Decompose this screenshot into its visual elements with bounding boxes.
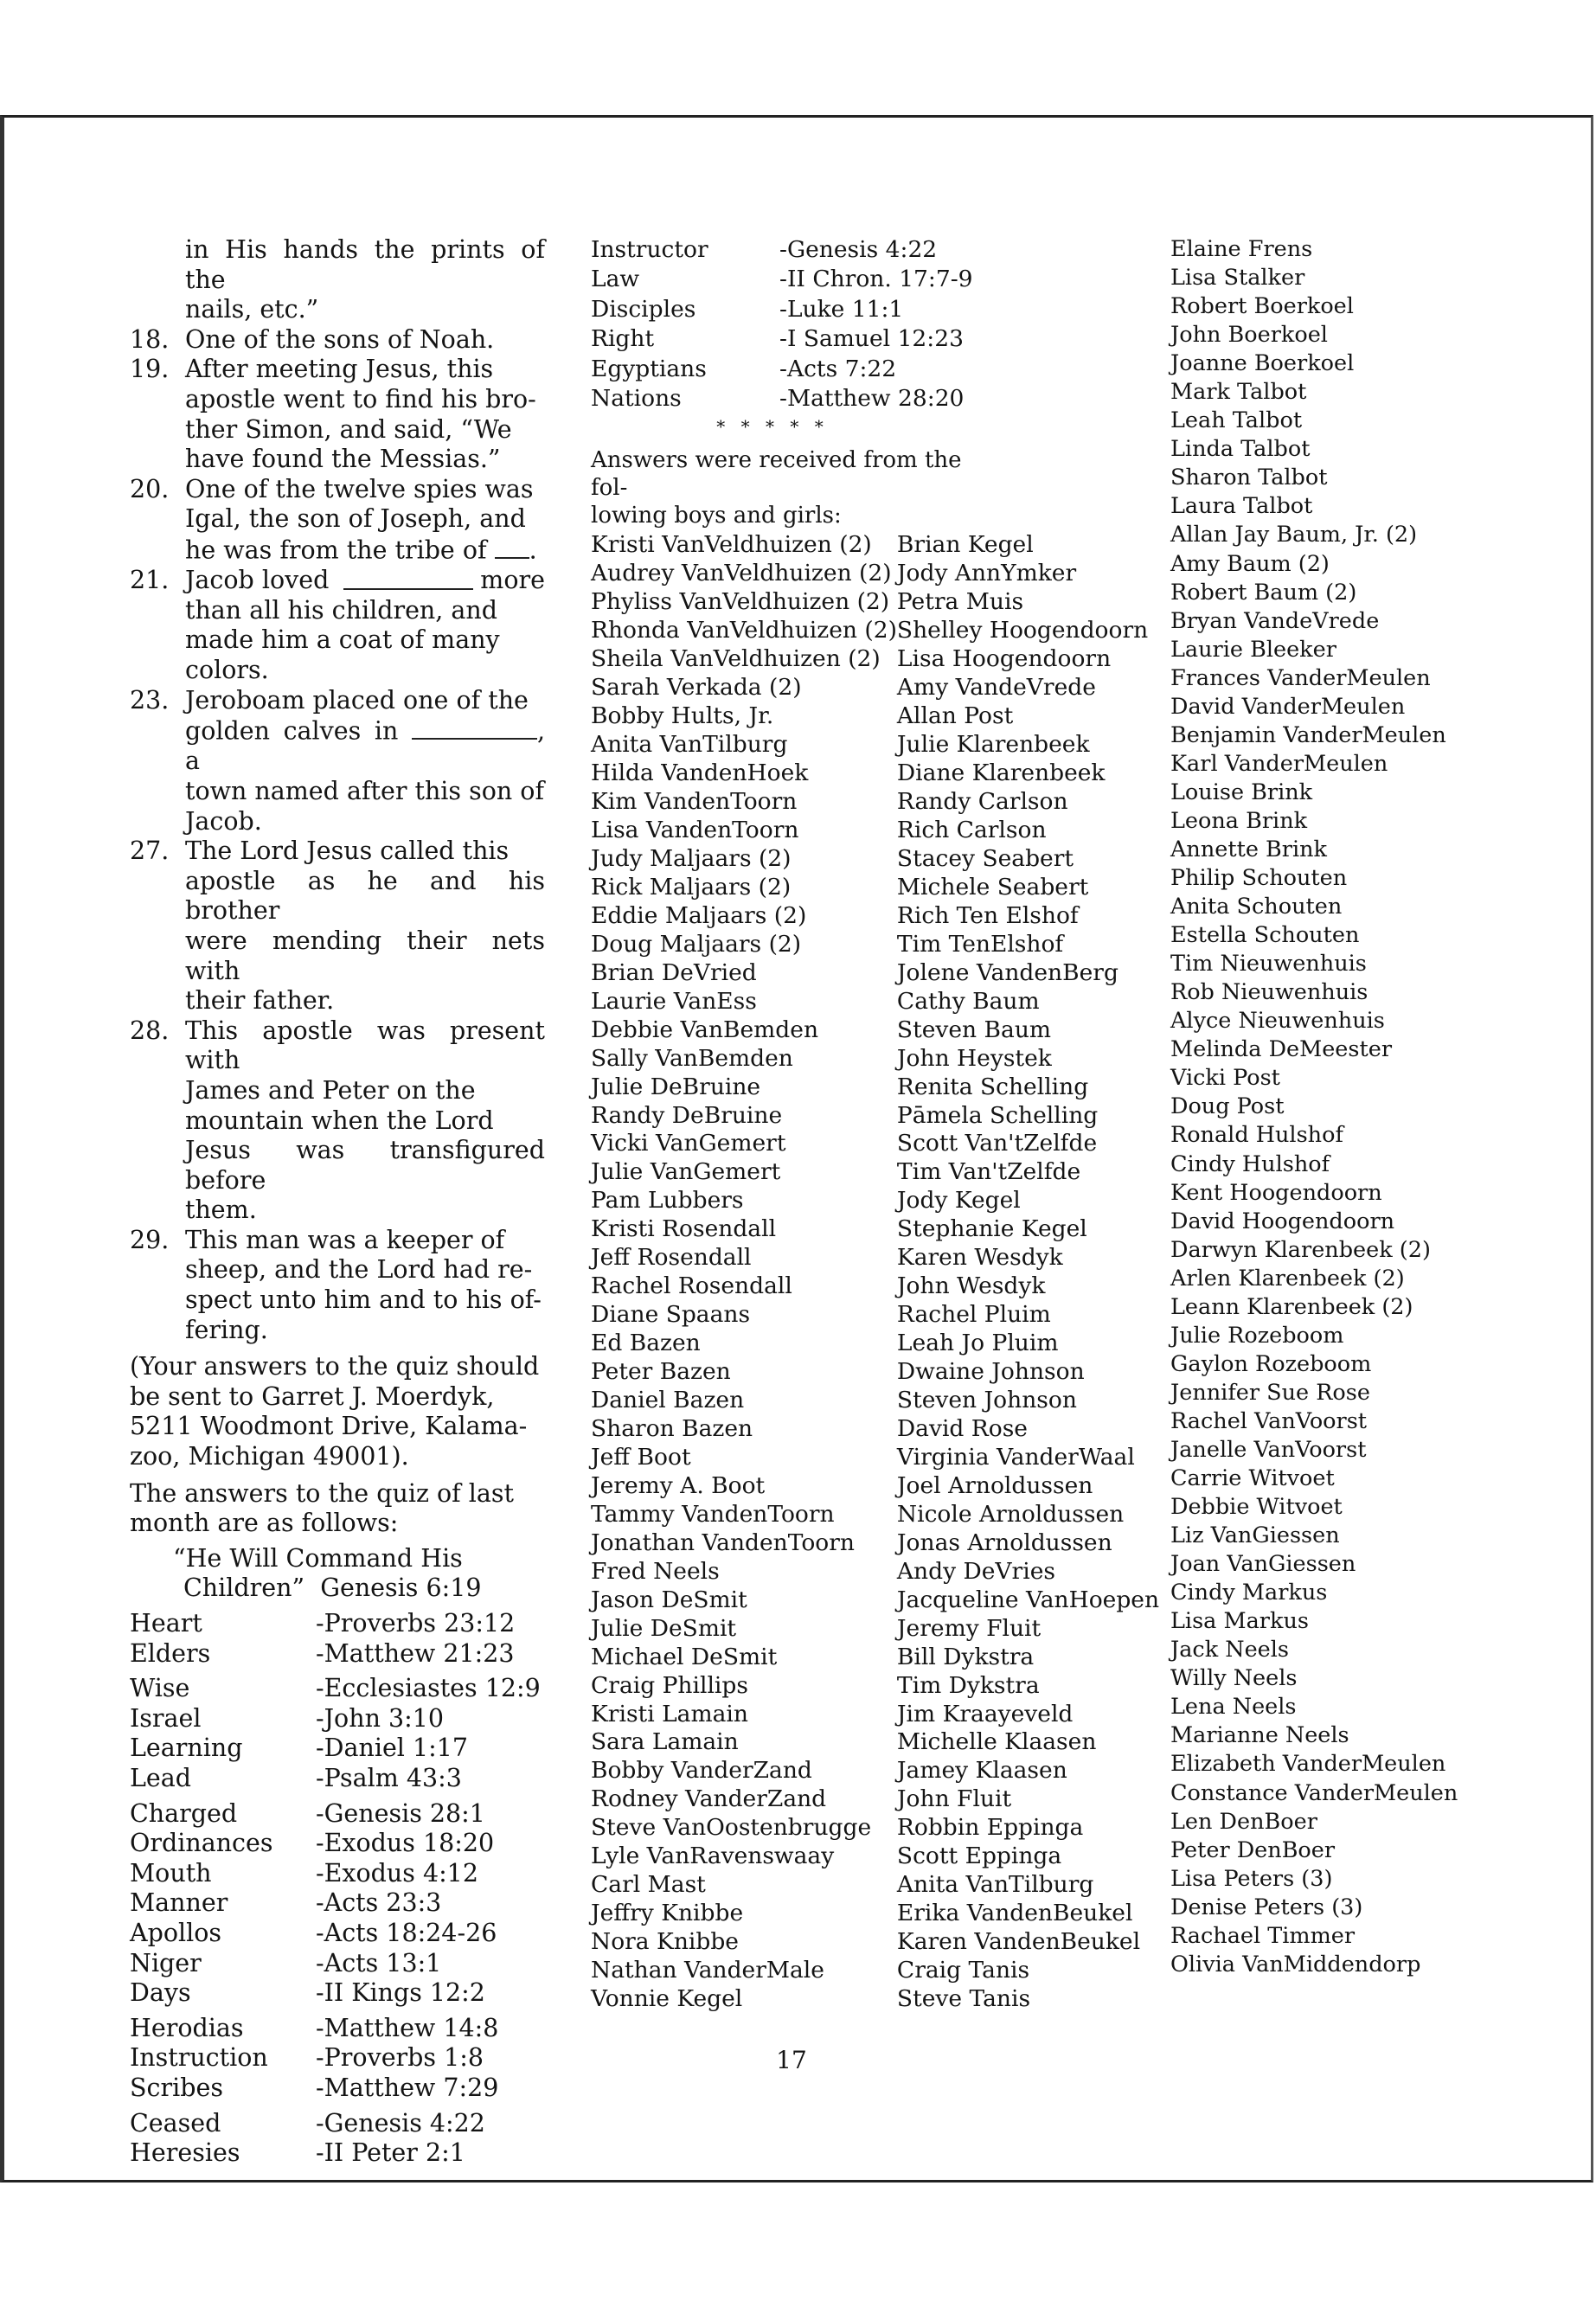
answer-reference: -Luke 11:1 <box>779 295 904 323</box>
answer-reference: -Matthew 14:8 <box>316 2013 499 2042</box>
names-column-right <box>1170 235 1577 1979</box>
answer-row <box>130 1704 545 1734</box>
name-entry: Tim Van'tZelfde <box>896 1158 1081 1186</box>
name-entry: Rachel VanVoorst <box>1170 1407 1368 1434</box>
answer-blank <box>343 566 473 590</box>
name-entry: Michelle Klaasen <box>896 1728 1097 1756</box>
answer-row <box>130 2073 545 2104</box>
answer-word: Scribes <box>130 2073 223 2102</box>
name-entry: Pāmela Schelling <box>896 1101 1099 1129</box>
answer-reference: -Matthew 21:23 <box>316 1638 515 1668</box>
name-entry: Sally VanBemden <box>591 1044 793 1072</box>
name-entry: Jennifer Sue Rose <box>1170 1379 1370 1406</box>
name-entry: Brian Kegel <box>896 531 1034 559</box>
name-entry: Tammy VandenToorn <box>591 1500 835 1528</box>
name-entry: Vonnie Kegel <box>591 1985 743 2013</box>
name-entry: Joel Arnoldussen <box>896 1471 1093 1499</box>
name-entry: Eddie Maljaars (2) <box>591 901 807 929</box>
name-entry: Jack Neels <box>1170 1637 1290 1663</box>
name-entry: Bryan VandeVrede <box>1170 607 1380 634</box>
name-entry: Debbie VanBemden <box>591 1016 819 1043</box>
answer-word: Niger <box>130 1948 202 1977</box>
name-entry: Constance VanderMeulen <box>1170 1779 1458 1806</box>
name-entry: Louise Brink <box>1170 779 1313 805</box>
name-entry: Jonathan VandenToorn <box>591 1529 855 1556</box>
name-entry: Steve Tanis <box>896 1985 1031 2013</box>
answer-reference: -Acts 13:1 <box>316 1948 442 1977</box>
answer-word: Herodias <box>130 2013 244 2042</box>
name-entry: Laurie Bleeker <box>1170 636 1336 663</box>
name-entry: Rachael Timmer <box>1170 1922 1356 1949</box>
answer-blank <box>495 535 529 559</box>
name-entry: Julie DeBruine <box>591 1073 761 1100</box>
answer-reference: -Proverbs 23:12 <box>316 1609 516 1638</box>
name-entry: Judy Maljaars (2) <box>591 844 792 872</box>
name-entry: Jeff Rosendall <box>591 1244 752 1272</box>
name-entry: Lyle VanRavenswaay <box>591 1843 835 1870</box>
name-entry: Debbie Witvoet <box>1170 1494 1343 1521</box>
name-entry: Philip Schouten <box>1170 865 1348 892</box>
name-entry: Jeffry Knibbe <box>591 1900 744 1927</box>
name-entry: Peter DenBoer <box>1170 1836 1336 1863</box>
name-entry: Craig Tanis <box>896 1957 1030 1984</box>
name-entry: Cindy Hulshof <box>1170 1150 1330 1177</box>
answer-row <box>130 1799 545 1830</box>
name-entry: David Rose <box>896 1414 1028 1442</box>
name-entry: Laura Talbot <box>1170 493 1313 520</box>
names-list-c <box>1170 235 1577 1979</box>
name-entry: Brian DeVried <box>591 958 757 986</box>
name-entry: Diane Spaans <box>591 1301 751 1329</box>
submit-note: (Your answers to the quiz should be sent to Garret J. Moerdyk, 5211 Woodmont Drive, Kalama- zoo, Michigan 49001). <box>130 1352 540 1471</box>
name-entry: John Wesdyk <box>896 1272 1046 1300</box>
name-entry: David Hoogendoorn <box>1170 1208 1395 1234</box>
answer-reference: -II Chron. 17:7-9 <box>779 266 973 293</box>
answer-row <box>130 2014 545 2044</box>
answer-word: Disciples <box>591 295 696 323</box>
answer-reference: -I Samuel 12:23 <box>779 325 964 353</box>
name-entry: Rich Carlson <box>896 816 1047 843</box>
answer-row <box>130 1859 545 1889</box>
answer-word: Law <box>591 266 640 293</box>
answer-row <box>591 384 1153 413</box>
name-entry: Amy Baum (2) <box>1170 550 1330 577</box>
answer-row <box>130 1674 545 1704</box>
name-entry: Estella Schouten <box>1170 922 1360 949</box>
names-list-a <box>591 531 897 2014</box>
name-entry: Robbin Eppinga <box>896 1814 1084 1842</box>
name-entry: Erika VandenBeukel <box>896 1900 1133 1927</box>
name-entry: Marianne Neels <box>1170 1722 1349 1749</box>
name-entry: Len DenBoer <box>1170 1808 1317 1835</box>
name-entry: Sarah Verkada (2) <box>591 674 802 702</box>
name-entry: Karl VanderMeulen <box>1170 750 1388 777</box>
answer-word: Lead <box>130 1763 192 1792</box>
quiz-item-19: 19. After meeting Jesus, this apostle went to find his bro- ther Simon, and said, “We have found the Messias.” <box>130 355 536 474</box>
name-entry: Laurie VanEss <box>591 987 757 1015</box>
name-entry: Darwyn Klarenbeek (2) <box>1170 1236 1431 1263</box>
name-entry: Fred Neels <box>591 1557 720 1585</box>
name-entry: Mark Talbot <box>1170 379 1307 406</box>
answer-row <box>130 1949 545 1979</box>
answers-continued <box>591 235 1153 413</box>
name-entry: Karen Wesdyk <box>896 1244 1063 1272</box>
answer-reference: -John 3:10 <box>316 1703 444 1733</box>
name-entry: Kent Hoogendoorn <box>1170 1179 1382 1206</box>
name-entry: John Boerkoel <box>1170 322 1328 349</box>
name-entry: Ronald Hulshof <box>1170 1122 1343 1149</box>
name-entry: Virginia VanderWaal <box>896 1443 1135 1471</box>
name-entry: Steven Johnson <box>896 1387 1077 1414</box>
name-entry: Jim Kraayeveld <box>896 1700 1074 1727</box>
answer-row <box>591 295 1153 324</box>
answer-blank <box>412 715 537 740</box>
name-entry: Rich Ten Elshof <box>896 901 1079 929</box>
name-entry: Peter Bazen <box>591 1358 731 1386</box>
answer-title: “He Will Command His Children” Genesis 6:19 <box>173 1543 482 1603</box>
answer-row <box>130 2109 545 2139</box>
name-entry: Andy DeVries <box>896 1557 1055 1585</box>
answer-reference: -Acts 18:24-26 <box>316 1918 497 1947</box>
name-entry: Stacey Seabert <box>896 844 1074 872</box>
name-entry: Doug Post <box>1170 1093 1285 1120</box>
name-entry: Bill Dykstra <box>896 1643 1035 1670</box>
name-entry: Dwaine Johnson <box>896 1358 1085 1386</box>
quiz-item-21: 21. Jacob loved more than all his children, and made him a coat of many colors. <box>130 566 545 684</box>
name-entry: Daniel Bazen <box>591 1387 745 1414</box>
page-number: 17 <box>776 2046 807 2074</box>
received-intro: Answers were received from the fol- lowing boys and girls: <box>591 447 962 529</box>
name-entry: Melinda DeMeester <box>1170 1036 1393 1063</box>
name-entry: Jeremy Fluit <box>896 1614 1042 1642</box>
answer-reference: -Matthew 28:20 <box>779 385 965 413</box>
name-entry: Jamey Klaasen <box>896 1757 1067 1785</box>
name-entry: Nathan VanderMale <box>591 1957 824 1984</box>
name-entry: Kristi Lamain <box>591 1700 748 1727</box>
answer-word: Instructor <box>591 236 708 263</box>
last-month-intro: The answers to the quiz of last month are as follows: <box>130 1478 514 1538</box>
name-entry: Allan Jay Baum, Jr. (2) <box>1170 522 1418 548</box>
names-list-b <box>897 531 1159 2014</box>
name-entry: Tim Nieuwenhuis <box>1170 951 1367 977</box>
answer-reference: -Proverbs 1:8 <box>316 2043 484 2073</box>
answer-row <box>591 265 1153 294</box>
answer-reference: -Genesis 28:1 <box>316 1798 485 1828</box>
answer-row <box>130 2043 545 2073</box>
name-entry: Carrie Witvoet <box>1170 1465 1335 1492</box>
name-entry: Denise Peters (3) <box>1170 1894 1363 1920</box>
name-entry: Kim VandenToorn <box>591 788 798 816</box>
name-entry: Jody AnnYmker <box>896 560 1077 587</box>
name-entry: Leah Talbot <box>1170 407 1303 434</box>
name-entry: Liz VanGiessen <box>1170 1522 1340 1549</box>
answer-word: Mouth <box>130 1858 212 1888</box>
name-entry: Linda Talbot <box>1170 436 1311 463</box>
name-entry: Lisa Peters (3) <box>1170 1865 1333 1892</box>
answer-reference: -Psalm 43:3 <box>316 1763 462 1792</box>
name-entry: Rob Nieuwenhuis <box>1170 979 1368 1006</box>
quiz-item-28: 28. This apostle was present with James and Peter on the mountain when the Lord Jesus was transfigured before them. <box>130 1016 545 1225</box>
name-entry: Lisa Hoogendoorn <box>896 645 1112 673</box>
name-entry: Lisa VandenToorn <box>591 816 799 843</box>
name-entry: Allan Post <box>896 702 1014 730</box>
quiz-item-18: 18. One of the sons of Noah. <box>130 324 495 354</box>
name-entry: Robert Baum (2) <box>1170 579 1357 606</box>
name-entry: Arlen Klarenbeek (2) <box>1170 1265 1405 1292</box>
name-entry: Lisa Markus <box>1170 1608 1309 1635</box>
name-entry: Doug Maljaars (2) <box>591 930 802 958</box>
name-entry: Randy Carlson <box>896 788 1068 816</box>
answer-word: Charged <box>130 1798 238 1828</box>
quiz-item-20: 20. One of the twelve spies was Igal, the son of Joseph, and he was from the tribe of . <box>130 474 537 565</box>
name-entry: David VanderMeulen <box>1170 693 1406 720</box>
name-entry: Joan VanGiessen <box>1170 1551 1356 1578</box>
answer-word: Days <box>130 1978 191 2008</box>
name-entry: Jonas Arnoldussen <box>896 1529 1112 1556</box>
name-entry: Lisa Stalker <box>1170 265 1305 292</box>
answer-reference: -Genesis 4:22 <box>316 2108 485 2138</box>
name-entry: Randy DeBruine <box>591 1101 783 1129</box>
answer-word: Heresies <box>130 2138 240 2168</box>
answer-row <box>130 1639 545 1670</box>
name-entry: Tim TenElshof <box>896 930 1064 958</box>
answer-row <box>130 1829 545 1859</box>
answer-word: Learning <box>130 1734 243 1763</box>
answer-row <box>591 235 1153 265</box>
answer-word: Manner <box>130 1888 228 1918</box>
answer-word: Elders <box>130 1638 211 1668</box>
name-entry: Cathy Baum <box>896 987 1040 1015</box>
name-entry: Michael DeSmit <box>591 1643 778 1670</box>
name-entry: Kristi VanVeldhuizen (2) <box>591 531 872 559</box>
answer-word: Egyptians <box>591 355 707 382</box>
name-entry: Nicole Arnoldussen <box>896 1500 1125 1528</box>
name-entry: Willy Neels <box>1170 1665 1298 1692</box>
name-entry: Diane Klarenbeek <box>896 760 1106 787</box>
name-entry: Elizabeth VanderMeulen <box>1170 1751 1446 1778</box>
name-entry: Frances VanderMeulen <box>1170 664 1431 691</box>
name-entry: Benjamin VanderMeulen <box>1170 721 1446 748</box>
name-entry: Julie DeSmit <box>591 1614 737 1642</box>
answer-reference: -Acts 7:22 <box>779 355 897 382</box>
name-entry: Julie Klarenbeek <box>896 731 1090 759</box>
name-entry: Jeff Boot <box>591 1443 691 1471</box>
name-entry: Rick Maljaars (2) <box>591 873 792 901</box>
name-entry: Steve VanOostenbrugge <box>591 1814 872 1842</box>
answer-word: Ordinances <box>130 1829 273 1858</box>
name-entry: Jacqueline VanHoepen <box>896 1586 1160 1613</box>
name-entry: Rachel Rosendall <box>591 1272 792 1300</box>
name-entry: Sharon Talbot <box>1170 465 1328 491</box>
answers-list <box>130 1609 545 2169</box>
answer-word: Nations <box>591 385 682 413</box>
name-entry: Leah Jo Pluim <box>896 1330 1059 1357</box>
quiz-continuation: in His hands the prints of the nails, etc.” <box>185 235 545 324</box>
answer-group <box>130 1799 545 2009</box>
name-entry: Ed Bazen <box>591 1330 701 1357</box>
name-entry: Renita Schelling <box>896 1073 1089 1100</box>
name-entry: Joanne Boerkoel <box>1170 350 1355 377</box>
name-entry: Bobby VanderZand <box>591 1757 812 1785</box>
answer-reference: -Genesis 4:22 <box>779 236 938 263</box>
name-entry: Michele Seabert <box>896 873 1089 901</box>
name-entry: Janelle VanVoorst <box>1170 1436 1367 1463</box>
name-entry: Rachel Pluim <box>896 1301 1051 1329</box>
name-entry: Steven Baum <box>896 1016 1052 1043</box>
separator-stars: * * * * * <box>716 416 829 438</box>
name-entry: Scott Van'tZelfde <box>896 1130 1098 1157</box>
answer-word: Ceased <box>130 2108 221 2138</box>
answer-group <box>130 2014 545 2104</box>
name-entry: Scott Eppinga <box>896 1843 1062 1870</box>
name-entry: Nora Knibbe <box>591 1928 739 1956</box>
name-entry: Leann Klarenbeek (2) <box>1170 1293 1413 1320</box>
answer-group <box>130 1674 545 1793</box>
quiz-item-27: 27. The Lord Jesus called this apostle as he and his brother were mending their nets with their father. <box>130 836 545 1016</box>
answer-row <box>591 324 1153 354</box>
answer-reference: -Ecclesiastes 12:9 <box>316 1674 541 1703</box>
answer-row <box>130 2138 545 2169</box>
name-entry: Tim Dykstra <box>896 1671 1040 1699</box>
quiz-item-23: 23. Jeroboam placed one of the golden calves in , a town named after this son of Jacob. <box>130 685 545 836</box>
name-entry: Bobby Hults, Jr. <box>591 702 774 730</box>
name-entry: Rhonda VanVeldhuizen (2) <box>591 617 897 644</box>
names-column-middle <box>591 235 1160 2014</box>
name-entry: Gaylon Rozeboom <box>1170 1350 1372 1377</box>
answer-word: Heart <box>130 1609 202 1638</box>
answer-word: Israel <box>130 1703 202 1733</box>
name-entry: Hilda VandenHoek <box>591 760 809 787</box>
name-entry: Jody Kegel <box>896 1187 1021 1215</box>
answer-word: Right <box>591 325 655 353</box>
name-entry: Cindy Markus <box>1170 1580 1328 1606</box>
name-entry: Julie Rozeboom <box>1170 1322 1344 1349</box>
name-entry: Robert Boerkoel <box>1170 293 1354 320</box>
name-entry: John Fluit <box>896 1785 1012 1813</box>
name-entry: Amy VandeVrede <box>896 674 1096 702</box>
name-entry: Jason DeSmit <box>591 1586 747 1613</box>
name-entry: Sharon Bazen <box>591 1414 753 1442</box>
answer-group <box>130 2109 545 2169</box>
name-entry: Anita VanTilburg <box>591 731 788 759</box>
name-entry: Annette Brink <box>1170 836 1328 862</box>
answer-reference: -Acts 23:3 <box>316 1888 442 1918</box>
answer-row <box>130 1734 545 1764</box>
name-entry: Anita VanTilburg <box>896 1871 1094 1899</box>
name-entry: Elaine Frens <box>1170 236 1313 262</box>
answer-row <box>591 355 1153 384</box>
name-entry: Vicki Post <box>1170 1065 1280 1092</box>
quiz-column <box>130 235 545 2169</box>
answer-row <box>130 1978 545 2009</box>
name-entry: Kristi Rosendall <box>591 1215 777 1243</box>
answer-word: Instruction <box>130 2043 268 2073</box>
name-entry: Petra Muis <box>896 588 1024 616</box>
name-entry: Jeremy A. Boot <box>591 1471 766 1499</box>
name-entry: Karen VandenBeukel <box>896 1928 1141 1956</box>
name-entry: Julie VanGemert <box>591 1158 781 1186</box>
answer-row <box>130 1919 545 1949</box>
name-entry: Shelley Hoogendoorn <box>896 617 1149 644</box>
answer-group <box>130 1609 545 1669</box>
name-entry: Craig Phillips <box>591 1671 748 1699</box>
name-entry: Sara Lamain <box>591 1728 739 1756</box>
answer-row <box>130 1764 545 1794</box>
answer-word: Wise <box>130 1674 190 1703</box>
answer-reference: -II Kings 12:2 <box>316 1978 485 2008</box>
name-entry: Lena Neels <box>1170 1694 1297 1721</box>
quiz-item-29: 29. This man was a keeper of sheep, and the Lord had re- spect unto him and to his of- fering. <box>130 1225 542 1344</box>
name-entry: Olivia VanMiddendorp <box>1170 1951 1421 1977</box>
name-entry: Audrey VanVeldhuizen (2) <box>591 560 892 587</box>
name-entry: Alyce Nieuwenhuis <box>1170 1008 1385 1035</box>
name-entry: Jolene VandenBerg <box>896 958 1118 986</box>
name-entry: Rodney VanderZand <box>591 1785 827 1813</box>
name-entry: John Heystek <box>896 1044 1052 1072</box>
answer-reference: -II Peter 2:1 <box>316 2138 465 2168</box>
name-entry: Anita Schouten <box>1170 894 1343 920</box>
name-entry: Phyliss VanVeldhuizen (2) <box>591 588 890 616</box>
answer-reference: -Exodus 4:12 <box>316 1858 478 1888</box>
answer-reference: -Daniel 1:17 <box>316 1734 468 1763</box>
answer-row <box>130 1609 545 1639</box>
name-entry: Sheila VanVeldhuizen (2) <box>591 645 881 673</box>
name-entry: Stephanie Kegel <box>896 1215 1087 1243</box>
answer-row <box>130 1888 545 1919</box>
answer-reference: -Exodus 18:20 <box>316 1829 495 1858</box>
name-entry: Leona Brink <box>1170 807 1308 834</box>
answer-reference: -Matthew 7:29 <box>316 2073 499 2102</box>
answer-word: Apollos <box>130 1918 221 1947</box>
name-entry: Carl Mast <box>591 1871 706 1899</box>
name-entry: Pam Lubbers <box>591 1187 744 1215</box>
name-entry: Vicki VanGemert <box>591 1130 786 1157</box>
